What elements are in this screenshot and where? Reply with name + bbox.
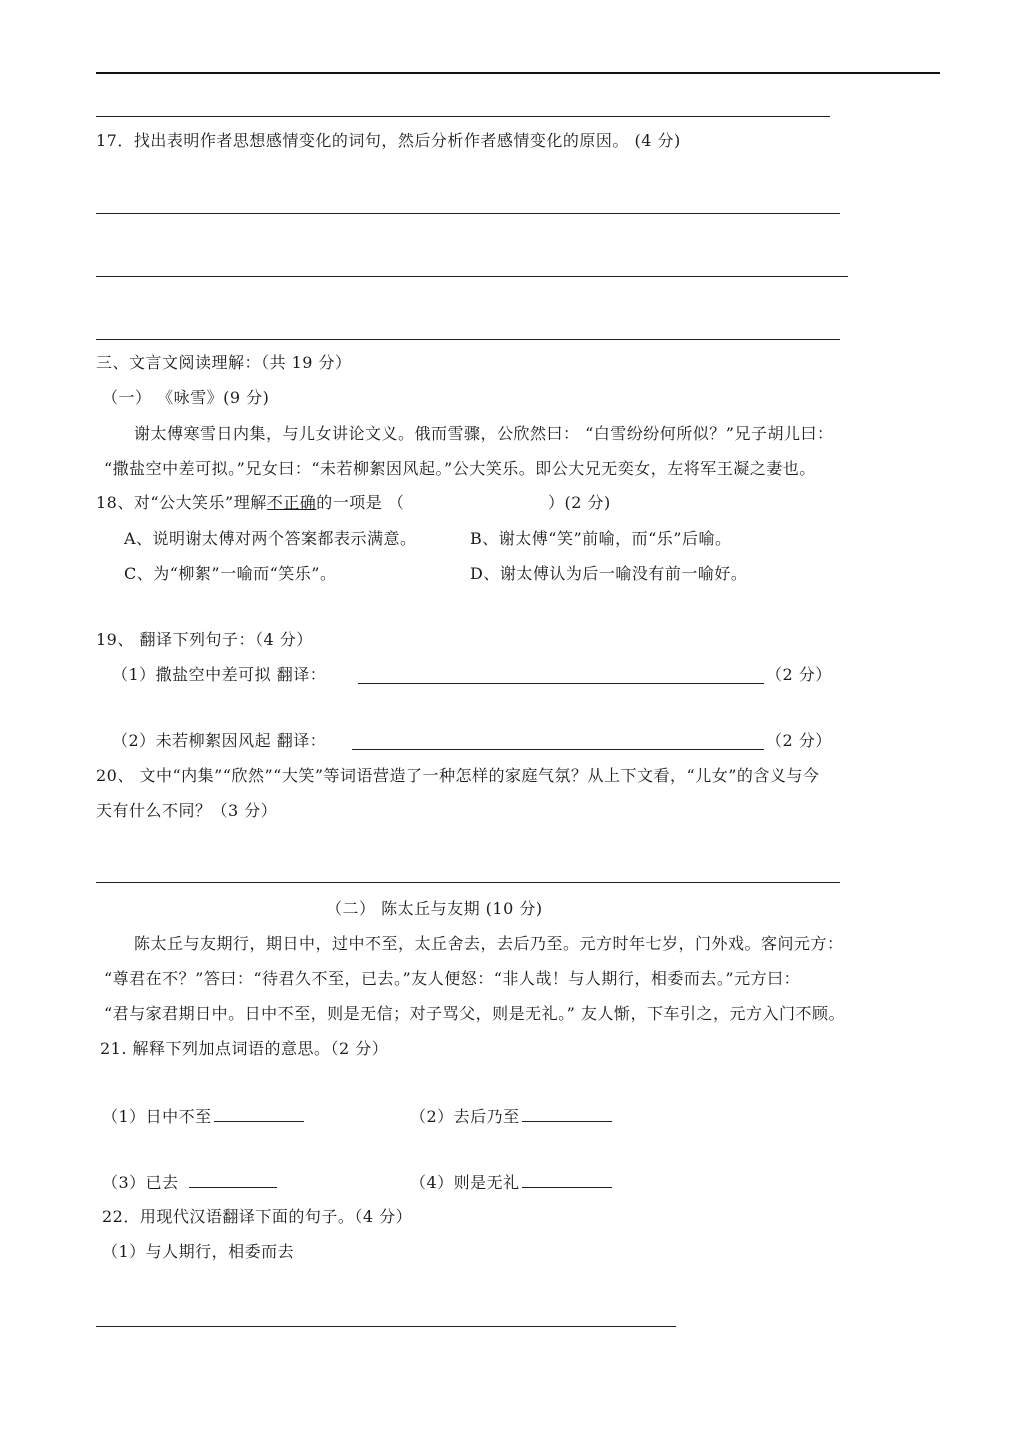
q21-item-2 — [410, 1105, 612, 1128]
question-18-prefix: 18、对“公大笑乐”理解 — [96, 493, 267, 512]
answer-blank — [214, 1105, 304, 1122]
q19-item-1-score: （2 分） — [766, 665, 832, 684]
section-heading: 三、文言文阅读理解：（共 19 分） — [96, 353, 352, 372]
answer-line — [352, 749, 764, 750]
q21-item-3-label: （3）已去 — [102, 1173, 179, 1192]
passage-2-line-1: 陈太丘与友期行，期日中，过中不至，太丘舍去，去后乃至。元方时年七岁，门外戏。客问元方： — [134, 934, 844, 953]
passage-1-line-1: 谢太傅寒雪日内集，与儿女讲论文义。俄而雪骤，公欣然曰： “白雪纷纷何所似？”兄子胡儿曰： — [134, 424, 834, 443]
q21-item-3 — [102, 1171, 277, 1194]
option-c: C、为“柳絮”一喻而“笑乐”。 — [124, 564, 337, 583]
q19-item-2-score: （2 分） — [766, 731, 832, 750]
answer-line — [96, 339, 840, 340]
answer-line — [96, 116, 830, 117]
q21-item-1-label: （1）日中不至 — [102, 1107, 212, 1126]
answer-blank — [522, 1171, 612, 1188]
answer-line — [96, 1326, 676, 1327]
q22-item-1: （1）与人期行，相委而去 — [102, 1242, 295, 1261]
answer-line — [96, 276, 848, 277]
q21-item-2-label: （2）去后乃至 — [410, 1107, 520, 1126]
question-18 — [96, 492, 404, 514]
option-a: A、说明谢太傅对两个答案都表示满意。 — [124, 529, 417, 548]
passage-1-line-2: “撒盐空中差可拟。”兄女曰：“未若柳絮因风起。”公大笑乐。即公大兄无奕女，左将军王凝之妻也。 — [104, 459, 816, 478]
answer-blank — [522, 1105, 612, 1122]
answer-line — [96, 882, 840, 883]
answer-line — [358, 683, 764, 684]
q21-item-4-label: （4）则是无礼 — [410, 1173, 520, 1192]
header-rule — [96, 72, 940, 74]
question-17: 17．找出表明作者思想感情变化的词句，然后分析作者感情变化的原因。 (4 分) — [96, 131, 681, 150]
question-18-suffix: 的一项是 （ — [316, 493, 405, 512]
option-d: D、谢太傅认为后一喻没有前一喻好。 — [470, 564, 748, 583]
option-b: B、谢太傅“笑”前喻，而“乐”后喻。 — [470, 529, 732, 548]
question-22: 22．用现代汉语翻译下面的句子。（4 分） — [102, 1207, 413, 1226]
question-20-line-2: 天有什么不同？（3 分） — [96, 801, 278, 820]
question-18-tail: ）(2 分) — [548, 493, 611, 512]
question-21: 21. 解释下列加点词语的意思。（2 分） — [100, 1039, 389, 1058]
question-19: 19、 翻译下列句子：（4 分） — [96, 630, 313, 649]
answer-blank — [189, 1171, 277, 1188]
q21-item-4 — [410, 1171, 612, 1194]
passage-2-line-2: “尊君在不？”答曰：“待君久不至，已去。”友人便怒：“非人哉！与人期行，相委而去。”元方曰： — [104, 969, 801, 988]
question-20-line-1: 20、 文中“内集”“欣然”“大笑”等词语营造了一种怎样的家庭气氛？从上下文看，“儿女”的含义与今 — [96, 766, 820, 785]
q19-item-1-label: （1）撒盐空中差可拟 翻译： — [112, 665, 327, 684]
part-2-title: （二） 陈太丘与友期 (10 分) — [326, 899, 543, 918]
passage-2-line-3: “君与家君期日中。日中不至，则是无信；对子骂父，则是无礼。” 友人惭，下车引之，元方入门不顾。 — [104, 1004, 845, 1023]
question-18-emphasis: 不正确 — [266, 493, 317, 512]
part-1-title: （一） 《咏雪》(9 分) — [102, 388, 270, 407]
q21-item-1 — [102, 1105, 304, 1128]
answer-line — [96, 213, 840, 214]
q19-item-2-label: （2）未若柳絮因风起 翻译： — [112, 731, 327, 750]
